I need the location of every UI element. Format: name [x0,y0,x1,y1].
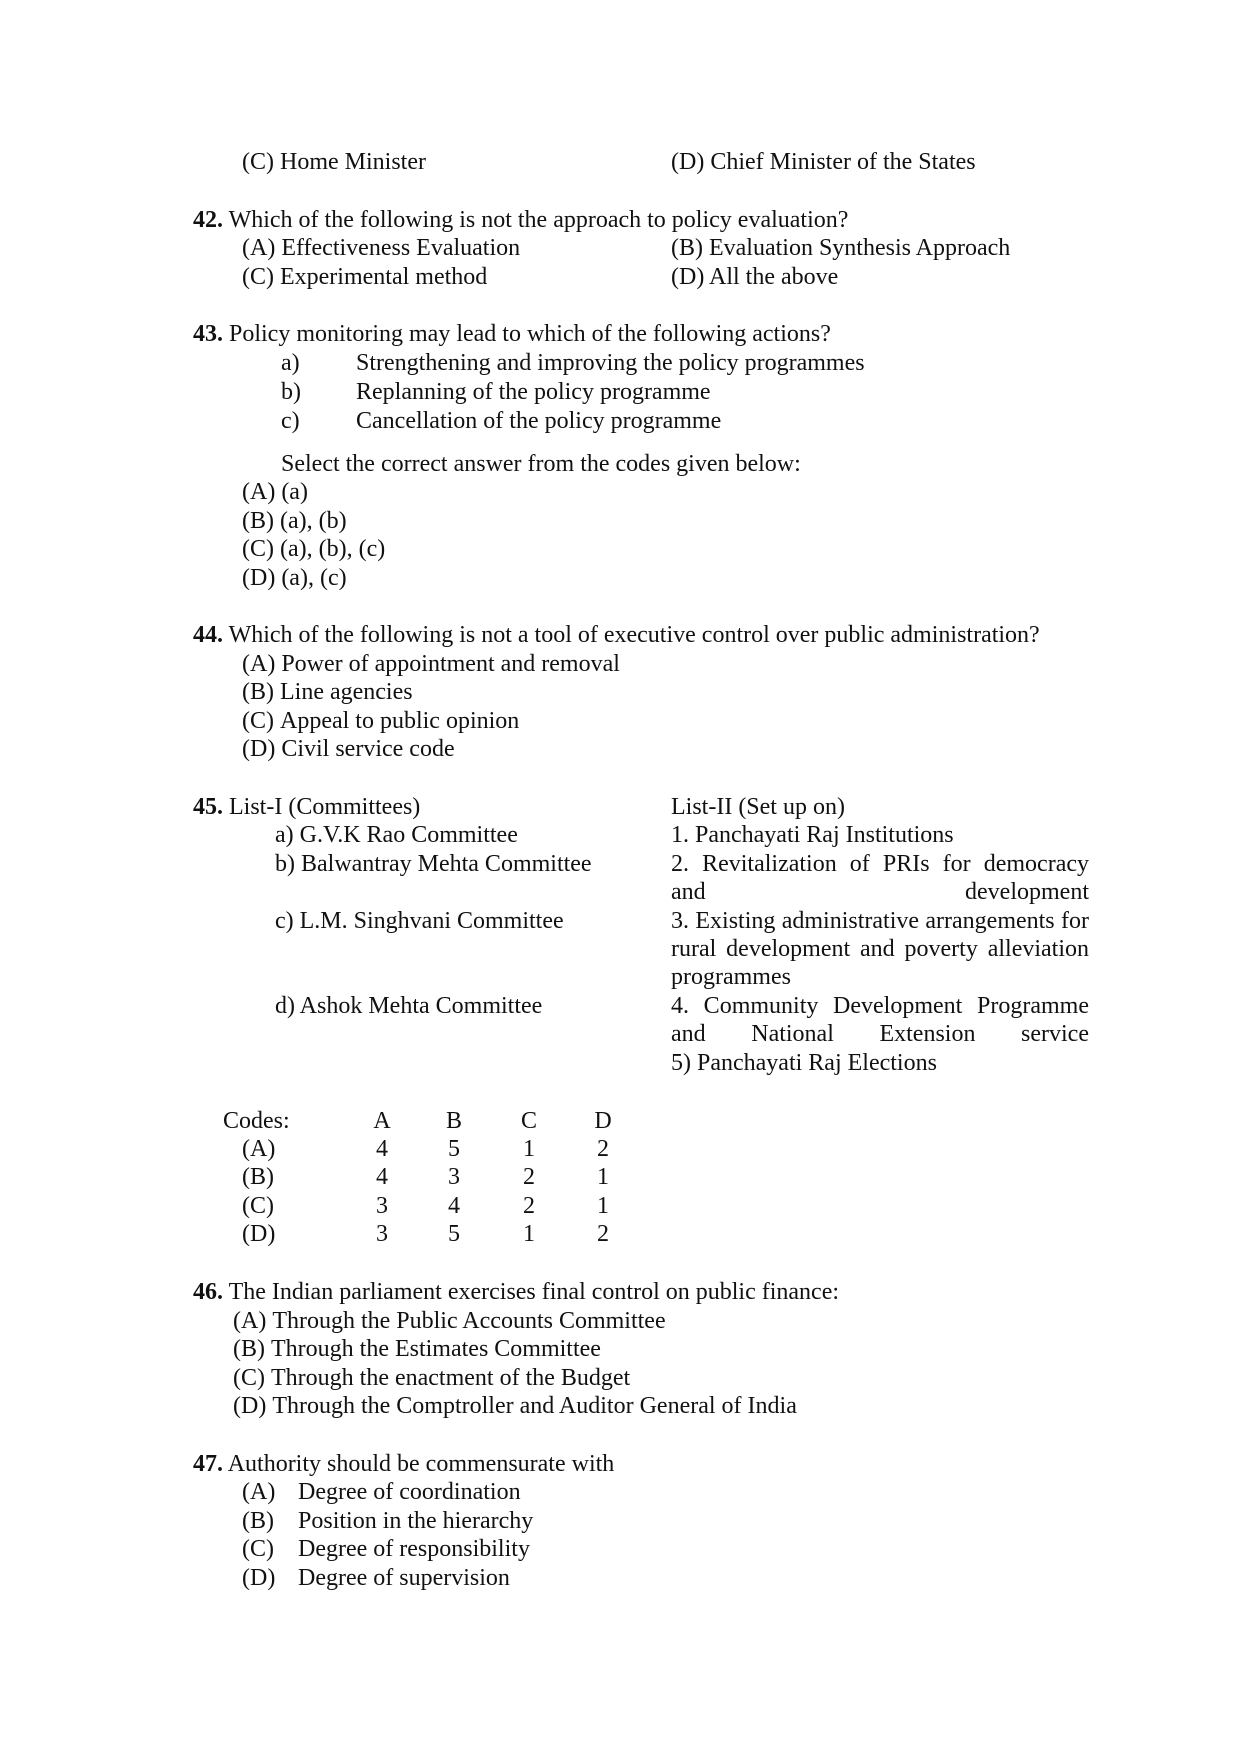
q45-code-value: 1 [523,1136,535,1162]
q47-option-text: Position in the hierarchy [298,1508,534,1534]
q44-option-b: (B) Line agencies [242,679,413,705]
q45-code-value: 1 [523,1221,535,1247]
q46-option-b: (B) Through the Estimates Committee [233,1336,601,1362]
q45-list1-heading [193,793,420,821]
q44-option-c: (C) Appeal to public opinion [242,708,520,734]
q43-item-text: Strengthening and improving the policy programmes [356,350,865,376]
q45-list2-item: 2. Revitalization of PRIs for democracy and development [671,851,1089,905]
q43-item-marker: b) [281,379,301,405]
q46-option-d: (D) Through the Comptroller and Auditor General of India [233,1393,797,1419]
q44-option-a: (A) Power of appointment and removal [242,651,620,677]
q45-code-value: 4 [376,1164,388,1190]
q42-question [193,206,848,234]
q43-item-text: Cancellation of the policy programme [356,408,722,434]
q45-code-row-label: (C) [242,1193,274,1219]
q45-list2-heading: List-II (Set up on) [671,794,845,820]
q43-item-text: Replanning of the policy programme [356,379,711,405]
q44-text: Which of the following is not a tool of executive control over public administration? [228,622,1040,648]
q47-option-label: (D) [242,1565,276,1591]
q45-code-row-label: (D) [242,1221,276,1247]
q45-code-value: 5 [448,1221,460,1247]
q42-option-c: (C) Experimental method [242,264,488,290]
q45-code-value: 1 [597,1164,609,1190]
q47-option-text: Degree of coordination [298,1479,521,1505]
q44-number: 44. [193,622,223,648]
q45-list2-item: 1. Panchayati Raj Institutions [671,822,954,848]
q47-option-label: (B) [242,1508,274,1534]
q45-code-row-label: (B) [242,1164,274,1190]
q47-option-text: Degree of responsibility [298,1536,530,1562]
q45-code-value: 2 [523,1193,535,1219]
q45-list1-item: b) Balwantray Mehta Committee [275,851,592,877]
q46-option-a: (A) Through the Public Accounts Committee [233,1308,666,1334]
q45-code-value: 2 [523,1164,535,1190]
q45-list1-item: c) L.M. Singhvani Committee [275,908,564,934]
q47-option-text: Degree of supervision [298,1565,510,1591]
q45-code-value: 3 [376,1221,388,1247]
q42-text: Which of the following is not the approach to policy evaluation? [228,207,849,233]
q45-number: 45. [193,794,223,820]
q43-text: Policy monitoring may lead to which of the following actions? [229,321,831,347]
q46-question [193,1278,839,1306]
q42-option-b: (B) Evaluation Synthesis Approach [671,235,1011,261]
q41-option-c: (C) Home Minister [242,149,426,175]
q45-code-header: C [520,1108,537,1134]
q45-code-value: 3 [448,1164,460,1190]
q45-list2-item: 4. Community Development Programme and National Extension service [671,993,1089,1047]
q45-list2-item: 3. Existing administrative arrangements for rural development and poverty alleviation programmes [671,908,1089,990]
q42-option-d: (D) All the above [671,264,839,290]
q47-option-label: (C) [242,1536,274,1562]
q43-option-b: (B) (a), (b) [242,508,347,534]
q43-option-a: (A) (a) [242,479,308,505]
q47-option-label: (A) [242,1479,276,1505]
q44-option-d: (D) Civil service code [242,736,455,762]
q45-code-value: 2 [597,1221,609,1247]
q45-code-value: 4 [376,1136,388,1162]
q45-code-value: 4 [448,1193,460,1219]
q43-question [193,320,831,348]
q47-number: 47. [193,1451,223,1477]
q45-code-header: A [373,1108,391,1134]
q44-question [193,621,1040,649]
q45-code-row-label: (A) [242,1136,276,1162]
q41-option-d: (D) Chief Minister of the States [671,149,976,175]
q43-instruction: Select the correct answer from the codes given below: [281,451,801,477]
q43-item-marker: a) [281,350,300,376]
q45-list1-item: a) G.V.K Rao Committee [275,822,518,848]
q45-list2-item: 5) Panchayati Raj Elections [671,1050,937,1076]
q43-option-d: (D) (a), (c) [242,565,347,591]
q45-code-header: B [445,1108,462,1134]
q45-code-value: 1 [597,1193,609,1219]
q45-code-header: D [594,1108,612,1134]
q47-question [193,1450,614,1478]
q46-option-c: (C) Through the enactment of the Budget [233,1365,631,1391]
q43-number: 43. [193,321,223,347]
q46-text: The Indian parliament exercises final control on public finance: [228,1279,840,1305]
q42-number: 42. [193,207,223,233]
q42-option-a: (A) Effectiveness Evaluation [242,235,521,261]
q45-list1-item: d) Ashok Mehta Committee [275,993,543,1019]
q43-item-marker: c) [281,408,300,434]
q45-code-value: 5 [448,1136,460,1162]
q47-text: Authority should be commensurate with [227,1451,615,1477]
q46-number: 46. [193,1279,223,1305]
q43-option-c: (C) (a), (b), (c) [242,536,386,562]
q45-code-value: 3 [376,1193,388,1219]
q45-list1-heading-text: List-I (Committees) [229,794,421,820]
q45-code-value: 2 [597,1136,609,1162]
q45-codes-label: Codes: [223,1108,290,1134]
